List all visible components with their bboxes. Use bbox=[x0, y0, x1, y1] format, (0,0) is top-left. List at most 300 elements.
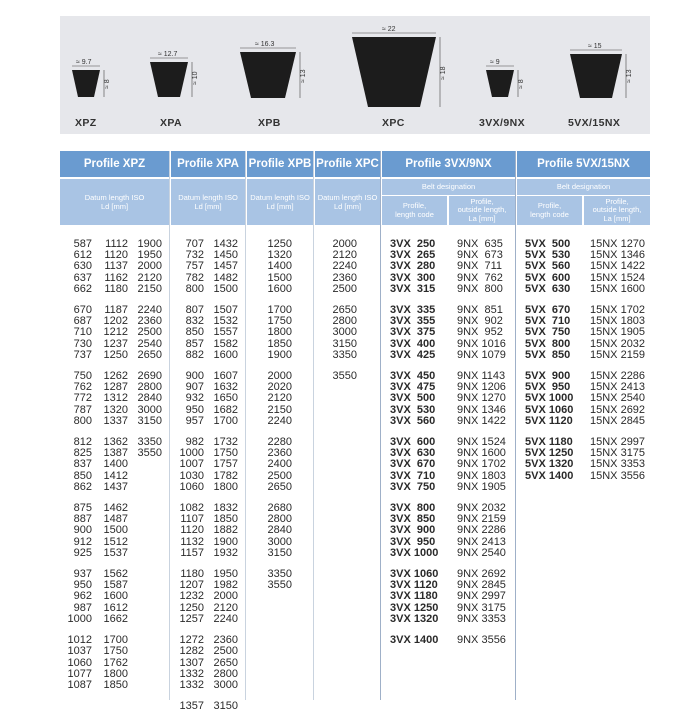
table-cell: 732 bbox=[185, 249, 204, 262]
table-cell: 1187 bbox=[104, 304, 128, 317]
belt-label-xpa: XPA bbox=[160, 117, 183, 129]
table-cell: 1060 bbox=[179, 480, 204, 493]
table-cell: 1457 bbox=[213, 260, 238, 273]
table-cell: 3VX 315 bbox=[390, 282, 436, 295]
table-cell: 1437 bbox=[103, 480, 128, 493]
table-cell: 5VX 500 bbox=[525, 238, 571, 250]
table-cell: 1682 bbox=[213, 403, 238, 416]
table-cell: 1107 bbox=[180, 513, 204, 526]
column-divider bbox=[515, 151, 516, 700]
table-cell: 857 bbox=[185, 337, 204, 350]
table-cell: 912 bbox=[73, 535, 92, 548]
table-cell: 3150 bbox=[213, 700, 238, 712]
table-cell: 800 bbox=[73, 414, 92, 427]
xpz-col-1 bbox=[60, 239, 92, 691]
table-cell: 1750 bbox=[103, 645, 128, 658]
table-cell: 2500 bbox=[213, 645, 238, 658]
table-cell: 875 bbox=[73, 502, 92, 515]
table-cell: 2800 bbox=[267, 513, 292, 526]
table-cell: 3VX 1400 bbox=[390, 634, 439, 647]
belt-label-xpz: XPZ bbox=[75, 117, 97, 129]
header-xpa: Profile XPA bbox=[171, 151, 245, 177]
table-cell: 1412 bbox=[103, 469, 128, 482]
table-cell: 3VX 335 bbox=[390, 304, 436, 317]
belt-height-label: ≈ 10 bbox=[192, 71, 199, 85]
table-cell: 2680 bbox=[267, 502, 292, 515]
table-cell: 1832 bbox=[213, 502, 238, 515]
table-cell: 832 bbox=[185, 315, 204, 328]
belt-5vx-figure bbox=[568, 40, 640, 102]
belt-width-label: ≈ 12.7 bbox=[158, 51, 178, 58]
table-cell: 15NX 2032 bbox=[590, 337, 646, 350]
table-cell: 9NX 1524 bbox=[457, 436, 506, 449]
table-cell: 1400 bbox=[267, 260, 292, 273]
table-cell: 1500 bbox=[103, 524, 128, 537]
table-cell: 2400 bbox=[267, 458, 292, 471]
table-cell: 1700 bbox=[213, 414, 238, 427]
table-cell: 2360 bbox=[267, 447, 292, 460]
table-cell: 637 bbox=[73, 271, 92, 284]
table-cell: 932 bbox=[185, 392, 204, 405]
table-cell: 1850 bbox=[103, 678, 128, 691]
table-cell: 1800 bbox=[103, 667, 128, 680]
table-cell: 782 bbox=[185, 271, 204, 284]
subheader-datum-xpc: Datum length ISO Ld [mm] bbox=[315, 179, 380, 225]
table-cell: 1700 bbox=[103, 634, 128, 647]
table-cell: 9NX 2413 bbox=[457, 535, 506, 548]
table-cell: 2800 bbox=[137, 381, 162, 394]
table-cell: 787 bbox=[73, 403, 92, 416]
table-cell: 3150 bbox=[267, 546, 292, 559]
table-cell: 962 bbox=[73, 590, 92, 603]
vx5-outside-col bbox=[590, 239, 650, 482]
table-cell: 3VX 280 bbox=[390, 260, 436, 273]
table-cell: 707 bbox=[185, 238, 204, 250]
table-cell: 3000 bbox=[213, 678, 238, 691]
table-cell: 3000 bbox=[137, 403, 162, 416]
table-cell: 807 bbox=[185, 304, 204, 317]
table-cell: 9NX 1346 bbox=[457, 403, 506, 416]
table-cell: 9NX 3353 bbox=[457, 612, 506, 625]
table-cell: 15NX 1600 bbox=[590, 282, 646, 295]
xpz-col-3 bbox=[132, 239, 162, 459]
table-cell: 3VX 1060 bbox=[390, 568, 439, 581]
table-cell: 15NX 1803 bbox=[590, 315, 646, 328]
subheader-datum-xpz: Datum length ISO Ld [mm] bbox=[60, 179, 169, 225]
table-cell: 2240 bbox=[267, 414, 292, 427]
table-cell: 887 bbox=[73, 513, 92, 526]
table-cell: 1312 bbox=[103, 392, 128, 405]
table-cell: 3VX 710 bbox=[390, 469, 436, 482]
table-cell: 1007 bbox=[179, 458, 204, 471]
table-cell: 5VX 560 bbox=[525, 260, 571, 273]
table-cell: 3VX 375 bbox=[390, 326, 436, 339]
table-cell: 1250 bbox=[103, 348, 128, 361]
table-cell: 2120 bbox=[332, 249, 357, 262]
table-cell: 15NX 2997 bbox=[590, 436, 646, 449]
table-cell: 2240 bbox=[332, 260, 357, 273]
table-cell: 1850 bbox=[213, 513, 238, 526]
table-cell: 2000 bbox=[213, 590, 238, 603]
table-cell: 1320 bbox=[267, 249, 292, 262]
table-cell: 3VX 475 bbox=[390, 381, 436, 394]
table-cell: 2240 bbox=[137, 304, 162, 317]
belt-label-xpc: XPC bbox=[382, 117, 405, 129]
table-cell: 1132 bbox=[180, 535, 204, 548]
table-cell: 2360 bbox=[137, 315, 162, 328]
table-cell: 3350 bbox=[267, 568, 292, 581]
table-cell: 1162 bbox=[104, 271, 128, 284]
belt-label-xpb: XPB bbox=[258, 117, 281, 129]
table-cell: 15NX 1270 bbox=[590, 238, 646, 250]
table-cell: 9NX 1270 bbox=[457, 392, 506, 405]
table-cell: 5VX 530 bbox=[525, 249, 571, 262]
table-cell: 1607 bbox=[213, 370, 238, 383]
table-cell: 9NX 2692 bbox=[457, 568, 506, 581]
table-cell: 1587 bbox=[103, 579, 128, 592]
table-cell: 2840 bbox=[137, 392, 162, 405]
table-cell: 772 bbox=[73, 392, 92, 405]
table-cell: 1112 bbox=[105, 238, 128, 250]
belt-3vx-figure bbox=[484, 56, 534, 102]
table-cell: 9NX 2032 bbox=[457, 502, 506, 515]
table-cell: 5VX 850 bbox=[525, 348, 571, 361]
belt-xpb-figure bbox=[238, 38, 313, 102]
table-cell: 3000 bbox=[267, 535, 292, 548]
table-cell: 1250 bbox=[179, 601, 204, 614]
table-cell: 1282 bbox=[179, 645, 204, 658]
table-cell: 1600 bbox=[103, 590, 128, 603]
table-cell: 9NX 952 bbox=[457, 326, 503, 339]
table-cell: 2800 bbox=[332, 315, 357, 328]
table-cell: 2020 bbox=[267, 381, 292, 394]
table-cell: 5VX 670 bbox=[525, 304, 571, 317]
table-cell: 2540 bbox=[137, 337, 162, 350]
table-cell: 3VX 355 bbox=[390, 315, 436, 328]
belt-height-label: ≈ 8 bbox=[104, 79, 111, 89]
table-cell: 1337 bbox=[103, 414, 128, 427]
table-cell: 3550 bbox=[267, 579, 292, 592]
table-cell: 2000 bbox=[332, 238, 357, 250]
table-cell: 812 bbox=[73, 436, 92, 449]
subheader-datum-xpb: Datum length ISO Ld [mm] bbox=[247, 179, 313, 225]
table-cell: 630 bbox=[73, 260, 92, 273]
belt-width-label: ≈ 9.7 bbox=[76, 59, 92, 66]
table-cell: 15NX 1524 bbox=[590, 271, 646, 284]
table-cell: 762 bbox=[73, 381, 92, 394]
table-cell: 15NX 2540 bbox=[590, 392, 646, 405]
table-cell: 1387 bbox=[103, 447, 128, 460]
table-cell: 1557 bbox=[213, 326, 238, 339]
table-cell: 3550 bbox=[137, 447, 162, 460]
table-cell: 1332 bbox=[179, 667, 204, 680]
xpa-col-1 bbox=[174, 239, 204, 712]
table-cell: 3VX 500 bbox=[390, 392, 436, 405]
table-cell: 882 bbox=[185, 348, 204, 361]
table-cell: 1500 bbox=[267, 271, 292, 284]
table-cell: 1762 bbox=[103, 656, 128, 669]
table-cell: 3VX 560 bbox=[390, 414, 436, 427]
table-cell: 1030 bbox=[179, 469, 204, 482]
table-cell: 5VX 1180 bbox=[525, 436, 573, 449]
belt-label-3vx: 3VX/9NX bbox=[479, 117, 525, 129]
belt-height-label: ≈ 13 bbox=[300, 69, 307, 83]
table-cell: 1750 bbox=[267, 315, 292, 328]
table-cell: 1272 bbox=[179, 634, 204, 647]
table-cell: 1650 bbox=[213, 392, 238, 405]
table-cell: 3VX 900 bbox=[390, 524, 436, 537]
table-cell: 15NX 3175 bbox=[590, 447, 646, 460]
table-cell: 800 bbox=[185, 282, 204, 295]
table-cell: 1000 bbox=[67, 612, 92, 625]
table-cell: 3VX 1180 bbox=[390, 590, 438, 603]
table-cell: 15NX 2413 bbox=[590, 381, 646, 394]
table-cell: 3VX 1320 bbox=[390, 612, 439, 625]
xpc-col bbox=[315, 239, 357, 382]
table-cell: 3350 bbox=[137, 436, 162, 449]
belt-width-label: ≈ 22 bbox=[382, 26, 396, 33]
table-cell: 15NX 1346 bbox=[590, 249, 646, 262]
table-cell: 3VX 400 bbox=[390, 337, 436, 350]
table-cell: 2150 bbox=[137, 282, 162, 295]
table-cell: 3VX 300 bbox=[390, 271, 436, 284]
table-cell: 950 bbox=[185, 403, 204, 416]
table-cell: 1900 bbox=[213, 535, 238, 548]
belt-width-label: ≈ 15 bbox=[588, 43, 602, 50]
table-cell: 1082 bbox=[179, 502, 204, 515]
table-cell: 9NX 3175 bbox=[457, 601, 506, 614]
table-cell: 737 bbox=[73, 348, 92, 361]
table-cell: 2650 bbox=[137, 348, 162, 361]
table-cell: 15NX 2286 bbox=[590, 370, 646, 383]
table-cell: 1950 bbox=[213, 568, 238, 581]
table-cell: 9NX 2997 bbox=[457, 590, 506, 603]
subheader-length-code-5vx: Profile, length code bbox=[517, 196, 582, 225]
table-cell: 3VX 800 bbox=[390, 502, 436, 515]
table-cell: 5VX 630 bbox=[525, 282, 571, 295]
table-cell: 15NX 3353 bbox=[590, 458, 646, 471]
table-cell: 1800 bbox=[267, 326, 292, 339]
table-cell: 15NX 2845 bbox=[590, 414, 646, 427]
table-cell: 9NX 1803 bbox=[457, 469, 506, 482]
table-cell: 3VX 950 bbox=[390, 535, 436, 548]
table-cell: 1087 bbox=[67, 678, 92, 691]
table-cell: 2500 bbox=[137, 326, 162, 339]
table-cell: 5VX 1120 bbox=[525, 414, 573, 427]
vx3-codes-col bbox=[390, 239, 450, 646]
table-cell: 3VX 600 bbox=[390, 436, 436, 449]
table-cell: 1450 bbox=[213, 249, 238, 262]
belt-xpz-figure bbox=[70, 56, 120, 102]
table-cell: 2650 bbox=[332, 304, 357, 317]
table-cell: 587 bbox=[73, 238, 92, 250]
table-cell: 15NX 2692 bbox=[590, 403, 646, 416]
column-divider bbox=[313, 151, 314, 700]
table-cell: 1850 bbox=[267, 337, 292, 350]
table-cell: 1262 bbox=[103, 370, 128, 383]
table-cell: 2000 bbox=[137, 260, 162, 273]
table-cell: 9NX 2540 bbox=[457, 546, 506, 559]
table-cell: 1932 bbox=[213, 546, 238, 559]
table-cell: 9NX 635 bbox=[457, 238, 503, 250]
column-divider bbox=[169, 151, 170, 700]
table-cell: 2000 bbox=[267, 370, 292, 383]
column-divider bbox=[245, 151, 246, 700]
table-cell: 1332 bbox=[179, 678, 204, 691]
table-cell: 1362 bbox=[103, 436, 128, 449]
table-cell: 3150 bbox=[137, 414, 162, 427]
subheader-datum-xpa: Datum length ISO Ld [mm] bbox=[171, 179, 245, 225]
table-cell: 2120 bbox=[137, 271, 162, 284]
table-cell: 1532 bbox=[213, 315, 238, 328]
table-cell: 850 bbox=[185, 326, 204, 339]
header-5vx: Profile 5VX/15NX bbox=[517, 151, 650, 177]
table-cell: 9NX 1016 bbox=[457, 337, 506, 350]
table-cell: 9NX 673 bbox=[457, 249, 503, 262]
belt-length-table bbox=[60, 151, 650, 712]
table-cell: 3VX 750 bbox=[390, 480, 436, 493]
xpa-col-2 bbox=[208, 239, 238, 712]
table-cell: 2360 bbox=[213, 634, 238, 647]
table-cell: 1507 bbox=[213, 304, 238, 317]
table-cell: 1512 bbox=[103, 535, 128, 548]
table-cell: 1232 bbox=[179, 590, 204, 603]
table-cell: 1882 bbox=[213, 524, 238, 537]
table-cell: 9NX 2286 bbox=[457, 524, 506, 537]
table-cell: 757 bbox=[185, 260, 204, 273]
table-cell: 1157 bbox=[180, 546, 204, 559]
table-cell: 3550 bbox=[332, 370, 357, 383]
table-cell: 2500 bbox=[332, 282, 357, 295]
table-cell: 3VX 1250 bbox=[390, 601, 439, 614]
table-cell: 2120 bbox=[267, 392, 292, 405]
table-cell: 1462 bbox=[103, 502, 128, 515]
table-cell: 1400 bbox=[103, 458, 128, 471]
table-cell: 9NX 2159 bbox=[457, 513, 506, 526]
table-cell: 5VX 900 bbox=[525, 370, 571, 383]
table-cell: 5VX 710 bbox=[525, 315, 571, 328]
table-cell: 3VX 850 bbox=[390, 513, 436, 526]
table-cell: 1750 bbox=[213, 447, 238, 460]
header-xpb: Profile XPB bbox=[247, 151, 313, 177]
xpb-col bbox=[247, 239, 292, 591]
table-cell: 1180 bbox=[104, 282, 128, 295]
table-cell: 1037 bbox=[67, 645, 92, 658]
belt-width-label: ≈ 9 bbox=[490, 59, 500, 66]
subheader-outside-length-5vx: Profile, outside length, La [mm] bbox=[584, 196, 650, 225]
table-cell: 957 bbox=[185, 414, 204, 427]
table-cell: 1137 bbox=[104, 260, 128, 273]
table-cell: 9NX 800 bbox=[457, 282, 503, 295]
table-cell: 2150 bbox=[267, 403, 292, 416]
table-cell: 1000 bbox=[179, 447, 204, 460]
table-cell: 950 bbox=[73, 579, 92, 592]
belt-xpc-figure bbox=[348, 22, 448, 112]
table-cell: 5VX 1060 bbox=[525, 403, 574, 416]
table-cell: 9NX 1702 bbox=[457, 458, 506, 471]
belt-height-label: ≈ 8 bbox=[518, 79, 525, 89]
table-cell: 15NX 1422 bbox=[590, 260, 646, 273]
table-cell: 1732 bbox=[213, 436, 238, 449]
table-cell: 9NX 1600 bbox=[457, 447, 506, 460]
table-cell: 1632 bbox=[213, 381, 238, 394]
table-cell: 3VX 250 bbox=[390, 238, 436, 250]
table-cell: 710 bbox=[73, 326, 92, 339]
table-cell: 662 bbox=[73, 282, 92, 295]
table-cell: 3VX 450 bbox=[390, 370, 436, 383]
table-cell: 5VX 1250 bbox=[525, 447, 574, 460]
table-cell: 3VX 425 bbox=[390, 348, 436, 361]
table-cell: 2840 bbox=[267, 524, 292, 537]
table-cell: 1782 bbox=[213, 469, 238, 482]
table-cell: 5VX 600 bbox=[525, 271, 571, 284]
table-cell: 1600 bbox=[213, 348, 238, 361]
table-cell: 2280 bbox=[267, 436, 292, 449]
table-cell: 9NX 1905 bbox=[457, 480, 506, 493]
table-cell: 1662 bbox=[103, 612, 128, 625]
table-cell: 2500 bbox=[267, 469, 292, 482]
table-cell: 3VX 1120 bbox=[390, 579, 438, 592]
table-cell: 1500 bbox=[213, 282, 238, 295]
table-cell: 9NX 762 bbox=[457, 271, 503, 284]
table-cell: 5VX 1320 bbox=[525, 458, 574, 471]
table-cell: 1060 bbox=[67, 656, 92, 669]
table-cell: 1432 bbox=[213, 238, 238, 250]
table-cell: 730 bbox=[73, 337, 92, 350]
table-cell: 1212 bbox=[103, 326, 128, 339]
table-cell: 850 bbox=[73, 469, 92, 482]
table-cell: 987 bbox=[73, 601, 92, 614]
table-cell: 1482 bbox=[213, 271, 238, 284]
table-cell: 1900 bbox=[137, 238, 162, 250]
table-cell: 1207 bbox=[179, 579, 204, 592]
table-cell: 687 bbox=[73, 315, 92, 328]
table-cell: 1600 bbox=[267, 282, 292, 295]
table-cell: 937 bbox=[73, 568, 92, 581]
table-cell: 862 bbox=[73, 480, 92, 493]
table-cell: 15NX 1905 bbox=[590, 326, 646, 339]
table-cell: 2650 bbox=[213, 656, 238, 669]
table-cell: 1320 bbox=[103, 403, 128, 416]
table-cell: 9NX 1206 bbox=[457, 381, 506, 394]
xpz-col-2 bbox=[96, 239, 128, 691]
table-cell: 1307 bbox=[179, 656, 204, 669]
table-cell: 837 bbox=[73, 458, 92, 471]
table-cell: 9NX 851 bbox=[457, 304, 503, 317]
table-cell: 750 bbox=[73, 370, 92, 383]
vx3-outside-col bbox=[457, 239, 515, 646]
table-cell: 2650 bbox=[267, 480, 292, 493]
table-cell: 1757 bbox=[213, 458, 238, 471]
table-cell: 1250 bbox=[267, 238, 292, 250]
table-cell: 5VX 750 bbox=[525, 326, 571, 339]
header-xpc: Profile XPC bbox=[315, 151, 380, 177]
table-cell: 5VX 950 bbox=[525, 381, 571, 394]
belt-xpa-figure bbox=[148, 48, 208, 100]
subheader-belt-designation-5vx: Belt designation bbox=[517, 179, 650, 195]
table-cell: 612 bbox=[73, 249, 92, 262]
table-cell: 9NX 1422 bbox=[457, 414, 506, 427]
table-cell: 15NX 3556 bbox=[590, 469, 646, 482]
table-cell: 1202 bbox=[103, 315, 128, 328]
table-cell: 1287 bbox=[103, 381, 128, 394]
table-cell: 9NX 1079 bbox=[457, 348, 506, 361]
table-cell: 3VX 670 bbox=[390, 458, 436, 471]
table-cell: 9NX 3556 bbox=[457, 634, 506, 647]
table-cell: 1800 bbox=[213, 480, 238, 493]
subheader-length-code-3vx: Profile, length code bbox=[382, 196, 447, 225]
table-cell: 3VX 630 bbox=[390, 447, 436, 460]
